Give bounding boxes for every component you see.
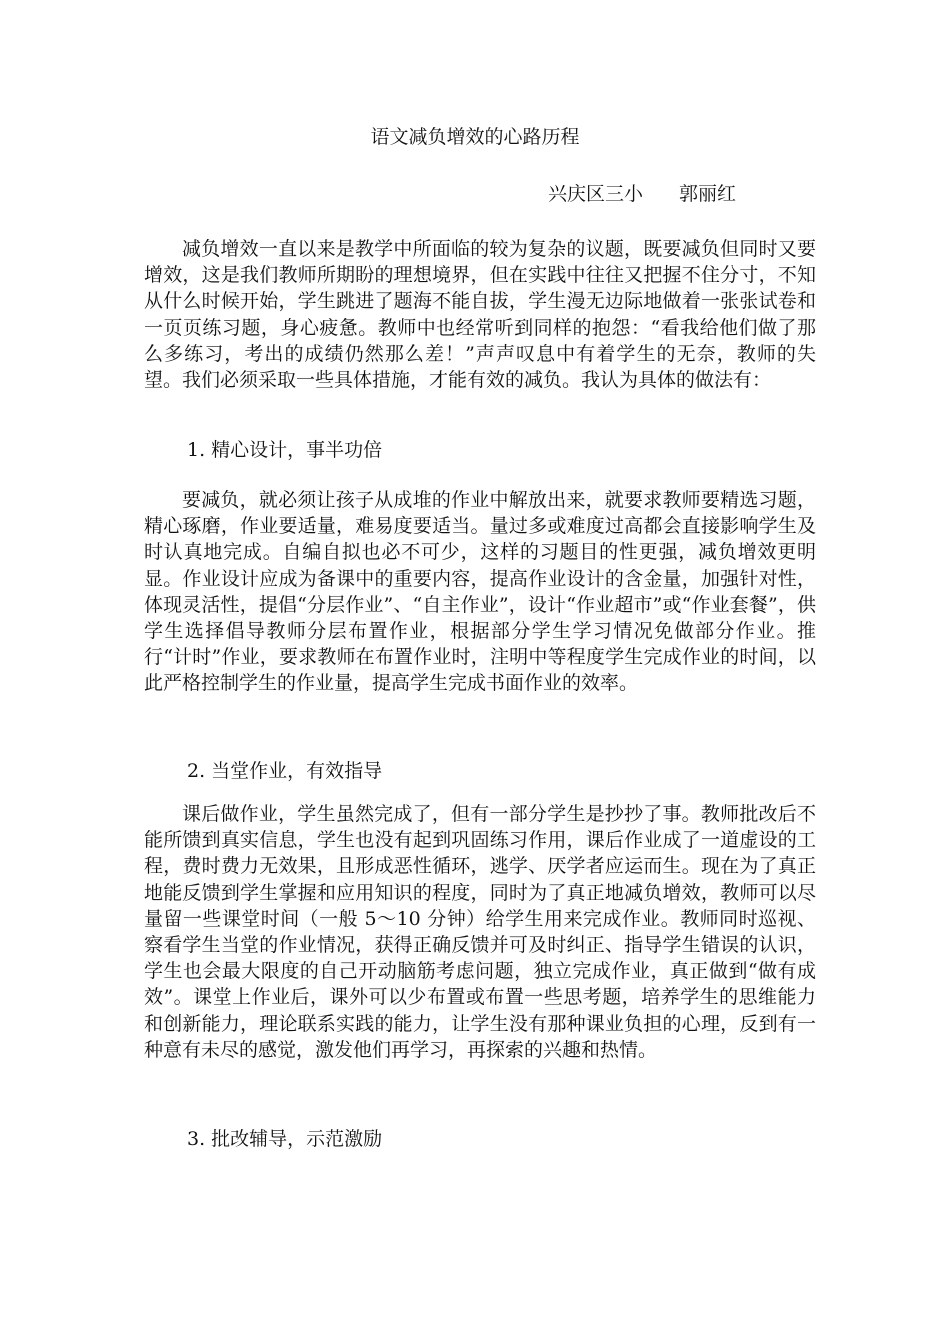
byline xyxy=(548,181,736,207)
section-heading-2: 2. 当堂作业，有效指导 xyxy=(187,760,383,782)
section-body-2: 课后做作业，学生虽然完成了，但有一部分学生是抄抄了事。教师批改后不能所馈到真实信息，学生也没有起到巩固练习作用，课后作业成了一道虚设的工程，费时费力无效果，且形成恶性循环，逃学、厌学者应运而生。现在为了真正地能反馈到学生掌握和应用知识的程度，同时为了真正地减负增效，教师可以尽量留一些课堂时间（一般 5～10 分钟）给学生用来完成作业。教师同时巡视、察看学生当堂的作业情况，获得正确反馈并可及时纠正、指导学生错误的认识，学生也会最大限度的自己开动脑筋考虑问题，独立完成作业，真正做到“做有成效”。课堂上作业后，课外可以少布置或布置一些思考题，培养学生的思维能力和创新能力，理论联系实践的能力，让学生没有那种课业负担的心理，反到有一种意有未尽的感觉，激发他们再学习，再探索的兴趣和热情。 xyxy=(144,803,816,1061)
author-name: 郭丽红 xyxy=(679,183,737,205)
intro-paragraph: 减负增效一直以来是教学中所面临的较为复杂的议题，既要减负但同时又要增效，这是我们教师所期盼的理想境界，但在实践中往往又把握不住分寸，不知从什么时候开始，学生跳进了题海不能自拔，学生漫无边际地做着一张张试卷和一页页练习题，身心疲惫。教师中也经常听到同样的抱怨：“看我给他们做了那么多练习，考出的成绩仍然那么差！”声声叹息中有着学生的无奈，教师的失望。我们必须采取一些具体措施，才能有效的减负。我认为具体的做法有： xyxy=(144,238,816,392)
school-name: 兴庆区三小 xyxy=(548,183,644,205)
section-heading-3: 3. 批改辅导，示范激励 xyxy=(187,1128,383,1150)
section-heading-1: 1. 精心设计，事半功倍 xyxy=(187,439,383,461)
section-body-1: 要减负，就必须让孩子从成堆的作业中解放出来，就要求教师要精选习题，精心琢磨，作业要适量，难易度要适当。量过多或难度过高都会直接影响学生及时认真地完成。自编自拟也必不可少，这样的习题目的性更强，减负增效更明显。作业设计应成为备课中的重要内容，提高作业设计的含金量，加强针对性，体现灵活性，提倡“分层作业”、“自主作业”，设计“作业超市”或“作业套餐”，供学生选择倡导教师分层布置作业，根据部分学生学习情况免做部分作业。推行“计时”作业，要求教师在布置作业时，注明中等程度学生完成作业的时间，以此严格控制学生的作业量，提高学生完成书面作业的效率。 xyxy=(144,489,816,695)
document-title: 语文减负增效的心路历程 xyxy=(370,126,580,148)
